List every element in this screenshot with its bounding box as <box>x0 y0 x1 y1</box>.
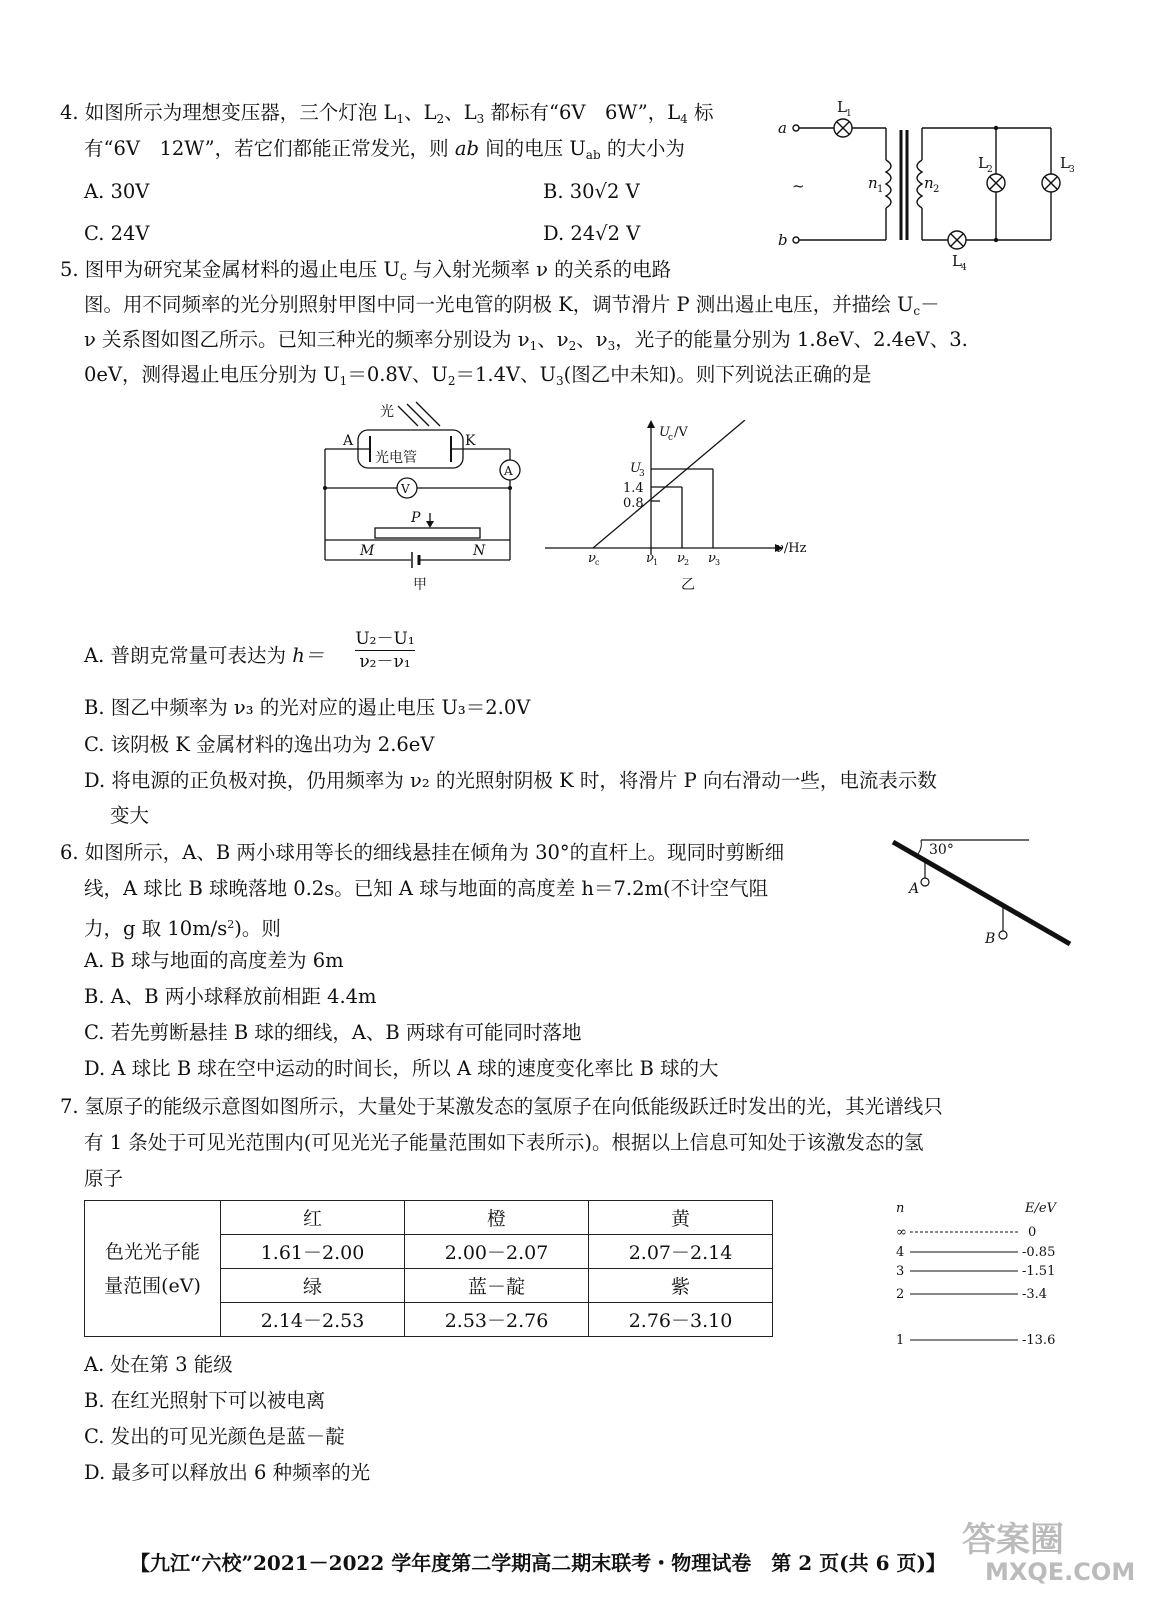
svg-text:N: N <box>473 543 486 559</box>
visible-light-energy-table <box>84 1200 773 1337</box>
svg-text:E/eV: E/eV <box>1025 1201 1056 1216</box>
q7-stem-line1: 7. 氢原子的能级示意图如图所示，大量处于某激发态的氢原子在向低能级跃迁时发出的光，其光谱线只 <box>60 1095 943 1118</box>
svg-text:光: 光 <box>380 404 394 420</box>
q5-option-d-line2: 变大 <box>110 804 150 827</box>
svg-text:30°: 30° <box>929 842 954 858</box>
table-cell: 2.76－3.10 <box>589 1303 773 1337</box>
q5-stem-line1: 5. 图甲为研究某金属材料的遏止电压 $U_c$ 与入射光频率 ν 的关系的电路 <box>60 258 672 283</box>
svg-text:2: 2 <box>933 184 940 195</box>
q5-option-a-fraction: U₂－U₁ ν₂－ν₁ <box>355 629 415 672</box>
q6-option-d: D. A 球比 B 球在空中运动的时间长，所以 A 球的速度变化率比 B 球的大 <box>84 1057 719 1080</box>
svg-text:b: b <box>778 231 788 249</box>
q7-option-d: D. 最多可以释放出 6 种频率的光 <box>84 1461 371 1484</box>
q7-option-a: A. 处在第 3 能级 <box>84 1353 233 1376</box>
table-row-header: 色光光子能 量范围(eV) <box>85 1201 221 1337</box>
energy-level-value: -3.4 <box>1022 1287 1048 1302</box>
q5-stem-line2: 图。用不同频率的光分别照射甲图中同一光电管的阴极 K，调节滑片 P 测出遏止电压，并描绘 $U_c-$ <box>84 293 940 318</box>
svg-text:V: V <box>401 482 410 496</box>
q6-option-a: A. B 球与地面的高度差为 6m <box>84 949 344 972</box>
svg-text:ν/Hz: ν/Hz <box>776 541 807 556</box>
svg-text:c: c <box>595 558 600 567</box>
q4-option-d: D. 24√2 V <box>543 222 641 245</box>
svg-text:L: L <box>978 154 988 172</box>
q4-option-b: B. 30√2 V <box>543 180 640 203</box>
svg-text:ν: ν <box>677 551 685 566</box>
svg-text:A: A <box>343 433 354 449</box>
svg-text:A: A <box>504 464 513 478</box>
page-footer: 【九江“六校”2021－2022 学年度第二学期高二期末联考・物理试卷 第 2 页(共 6 页)】 <box>130 1551 946 1575</box>
table-cell: 蓝－靛 <box>405 1269 589 1303</box>
q5-stem-line4: 0eV，测得遏止电压分别为 $U_1=0.8V$、$U_2=1.4V$、$U_3$(图乙中未知)。则下列说法正确的是 <box>84 363 872 388</box>
svg-text:0.8: 0.8 <box>623 496 644 511</box>
table-cell: 紫 <box>589 1269 773 1303</box>
table-cell: 2.53－2.76 <box>405 1303 589 1337</box>
q6-stem-line1: 6. 如图所示，A、B 两小球用等长的细线悬挂在倾角为 30°的直杆上。现同时剪断细 <box>60 841 785 864</box>
svg-text:n: n <box>924 174 934 192</box>
table-cell: 橙 <box>405 1201 589 1235</box>
q6-stem-line2: 线，A 球比 B 球晚落地 0.2s。已知 A 球与地面的高度差 h＝7.2m(不计空气阻 <box>84 877 769 900</box>
svg-text:B: B <box>985 931 996 947</box>
energy-level-value: -0.85 <box>1022 1245 1056 1260</box>
svg-text:L: L <box>1060 154 1070 172</box>
svg-text:3: 3 <box>1069 165 1075 175</box>
q4-option-c: C. 24V <box>84 222 150 245</box>
q4-transformer-diagram <box>770 95 1090 275</box>
q7-option-b: B. 在红光照射下可以被电离 <box>84 1389 326 1412</box>
svg-text:ν: ν <box>588 551 596 566</box>
svg-text:K: K <box>465 433 476 449</box>
q7-stem-line3: 原子 <box>84 1167 124 1190</box>
svg-text:n: n <box>868 174 878 192</box>
energy-level-n: 1 <box>896 1333 905 1348</box>
svg-text:2: 2 <box>684 558 690 567</box>
svg-text:乙: 乙 <box>681 577 695 593</box>
svg-text:L: L <box>837 98 847 116</box>
svg-text:P: P <box>411 510 421 526</box>
hydrogen-energy-level-diagram <box>890 1198 1090 1358</box>
svg-text:光电管: 光电管 <box>375 450 417 466</box>
table-cell: 红 <box>221 1201 405 1235</box>
watermark-logo: 答案圈 <box>962 1520 1064 1560</box>
svg-text:1: 1 <box>846 109 852 119</box>
svg-text:4: 4 <box>961 263 967 273</box>
energy-level-value: -13.6 <box>1022 1333 1056 1348</box>
svg-text:a: a <box>778 119 787 137</box>
q4-stem-line2: 有“6V 12W”，若它们都能正常发光，则 ab 间的电压 $U_{ab}$ 的大小为 <box>84 137 685 162</box>
q5-photoelectric-circuit <box>315 400 530 595</box>
svg-text:L: L <box>952 252 962 270</box>
energy-level-n: 4 <box>896 1245 905 1260</box>
q5-stem-line3: ν 关系图如图乙所示。已知三种光的频率分别设为 $\nu_1$、$\nu_2$、$\nu_3$，光子的能量分别为 1.8eV、2.4eV、3. <box>84 328 968 353</box>
q5-stopping-voltage-graph <box>545 420 825 595</box>
q7-option-c: C. 发出的可见光颜色是蓝－靛 <box>84 1425 345 1448</box>
energy-level-n: 2 <box>896 1287 905 1302</box>
energy-level-n: ∞ <box>896 1225 907 1240</box>
q4-stem-line1: 4. 如图所示为理想变压器，三个灯泡 $L_1$、$L_2$、$L_3$ 都标有“6V 6W”，$L_4$ 标 <box>60 101 714 126</box>
svg-text:2: 2 <box>987 165 993 175</box>
q5-option-d-line1: D. 将电源的正负极对换，仍用频率为 ν₂ 的光照射阴极 K 时，将滑片 P 向右滑动一些，电流表示数 <box>84 769 937 792</box>
svg-text:ν: ν <box>646 551 654 566</box>
svg-text:3: 3 <box>639 469 645 479</box>
q6-inclined-rod-diagram <box>885 832 1080 952</box>
svg-text:1.4: 1.4 <box>623 481 644 496</box>
svg-text:甲: 甲 <box>413 577 427 593</box>
energy-level-value: -1.51 <box>1022 1264 1056 1279</box>
energy-level-value: 0 <box>1028 1225 1037 1240</box>
svg-text:ν: ν <box>708 551 716 566</box>
q6-stem-line3: 力，g 取 $10m/s^2$)。则 <box>84 917 281 940</box>
svg-text:U: U <box>659 425 670 440</box>
svg-text:c: c <box>668 433 674 443</box>
table-cell: 2.07－2.14 <box>589 1235 773 1269</box>
table-cell: 2.00－2.07 <box>405 1235 589 1269</box>
svg-text:1: 1 <box>653 558 659 567</box>
table-cell: 黄 <box>589 1201 773 1235</box>
svg-text:U: U <box>630 461 641 476</box>
q4-option-a: A. 30V <box>84 180 150 203</box>
watermark-url: MXQE.COM <box>985 1558 1136 1586</box>
table-cell: 1.61－2.00 <box>221 1235 405 1269</box>
svg-text:1: 1 <box>877 184 884 195</box>
q5-option-a: A. 普朗克常量可表达为 h＝ <box>84 644 325 667</box>
q6-option-b: B. A、B 两小球释放前相距 4.4m <box>84 985 377 1008</box>
svg-text:A: A <box>909 881 920 897</box>
table-cell: 绿 <box>221 1269 405 1303</box>
energy-level-n: 3 <box>896 1264 905 1279</box>
svg-text:n: n <box>896 1201 905 1216</box>
svg-text:~: ~ <box>792 177 805 195</box>
q5-option-b: B. 图乙中频率为 ν₃ 的光对应的遏止电压 U₃＝2.0V <box>84 696 531 719</box>
svg-text:M: M <box>360 543 375 559</box>
q5-option-c: C. 该阴极 K 金属材料的逸出功为 2.6eV <box>84 733 435 756</box>
q6-option-c: C. 若先剪断悬挂 B 球的细线，A、B 两球有可能同时落地 <box>84 1021 582 1044</box>
table-cell: 2.14－2.53 <box>221 1303 405 1337</box>
svg-text:3: 3 <box>715 558 721 567</box>
svg-text:/V: /V <box>674 425 688 440</box>
q7-stem-line2: 有 1 条处于可见光范围内(可见光光子能量范围如下表所示)。根据以上信息可知处于该激发态的氢 <box>84 1131 924 1154</box>
